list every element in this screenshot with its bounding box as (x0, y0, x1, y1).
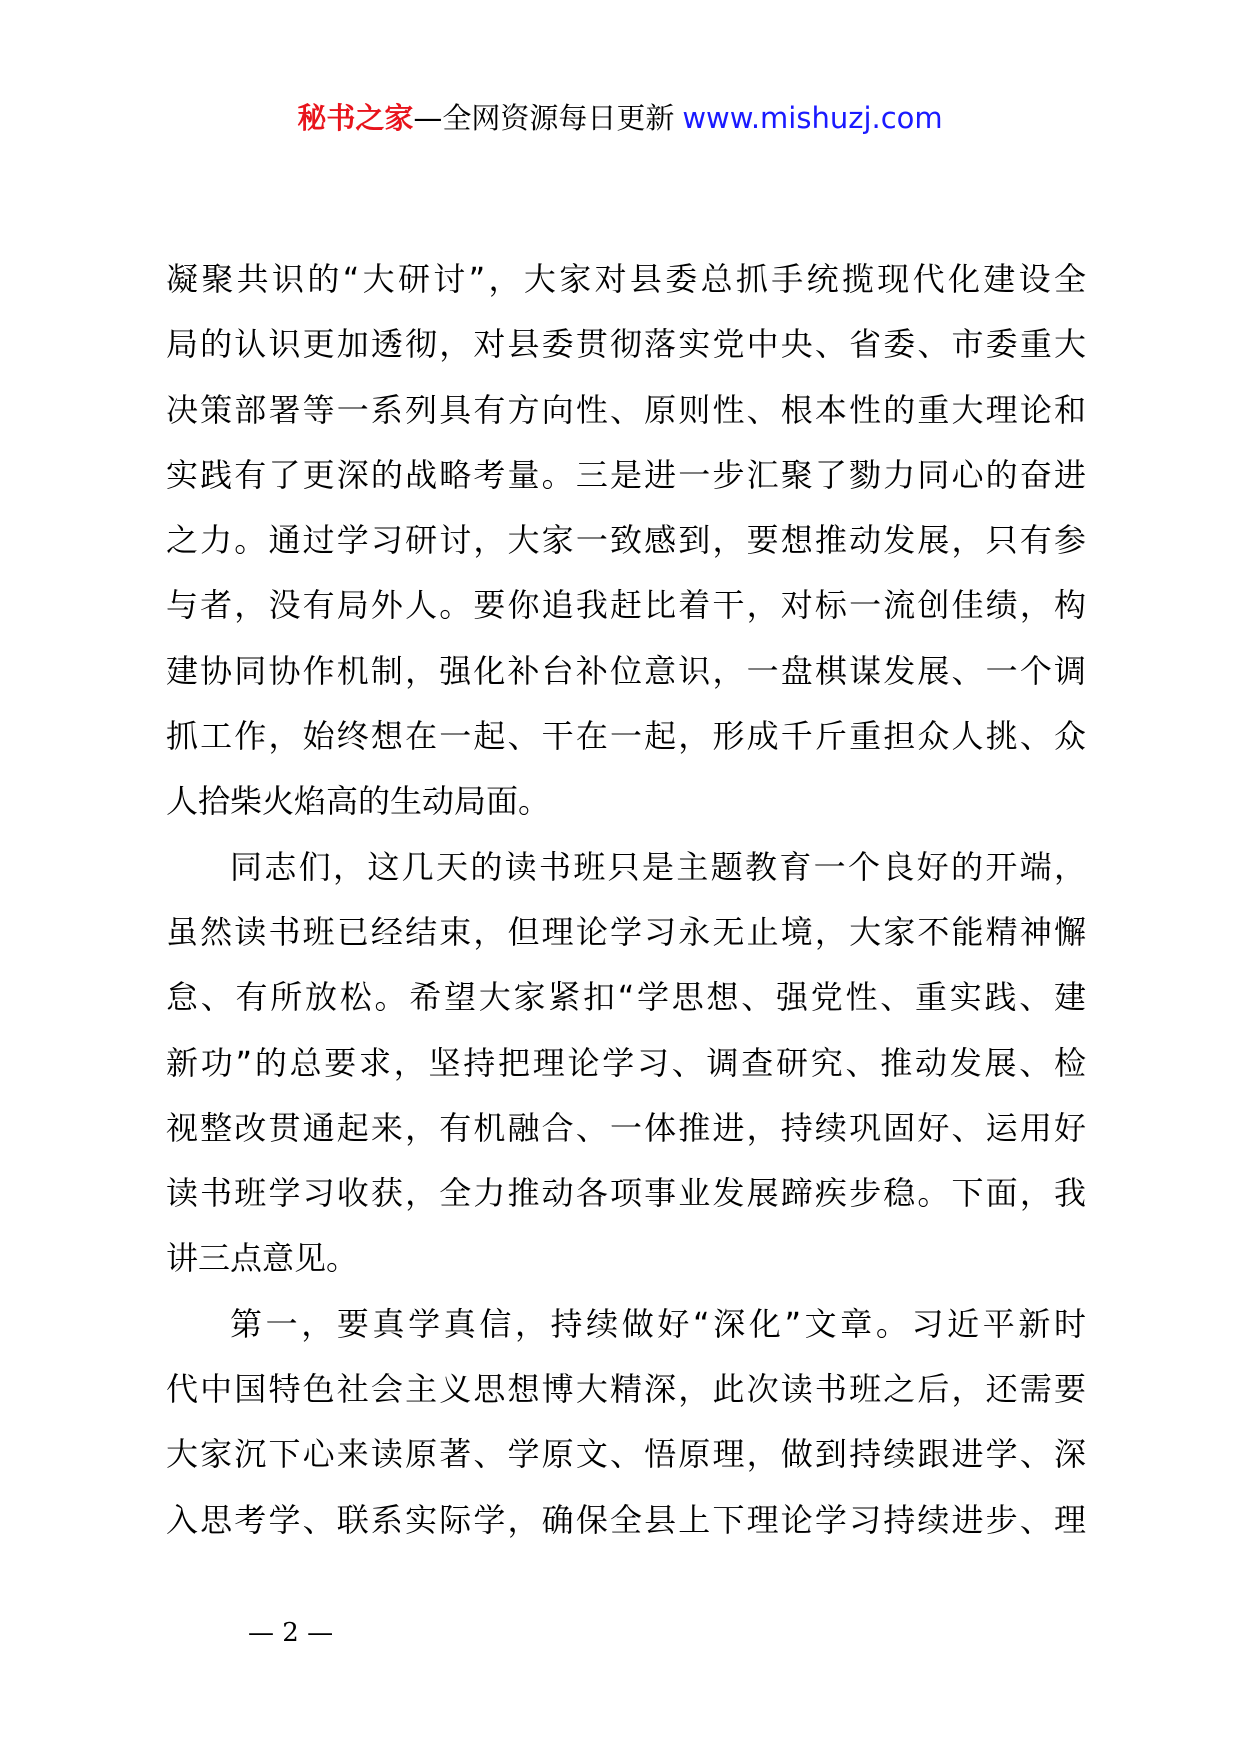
document-header (0, 98, 1240, 138)
site-brand: 秘书之家 (297, 101, 414, 135)
text-line: 之力。通过学习研讨，大家一致感到，要想推动发展，只有参 (166, 521, 1086, 560)
text-line: 入思考学、联系实际学，确保全县上下理论学习持续进步、理 (166, 1500, 1086, 1539)
text-line: 读书班学习收获，全力推动各项事业发展蹄疾步稳。下面，我 (166, 1174, 1086, 1213)
text-line: 建协同协作机制，强化补台补位意识，一盘棋谋发展、一个调 (166, 651, 1086, 690)
text-line: 与者，没有局外人。要你追我赶比着干，对标一流创佳绩，构 (166, 586, 1086, 625)
text-line: 新功”的总要求，坚持把理论学习、调查研究、推动发展、检 (166, 1043, 1086, 1082)
paragraph-first-line: 第一，要真学真信，持续做好“深化”文章。习近平新时 (230, 1304, 1086, 1343)
text-line: 代中国特色社会主义思想博大精深，此次读书班之后，还需要 (166, 1370, 1086, 1409)
text-line: 实践有了更深的战略考量。三是进一步汇聚了勠力同心的奋进 (166, 455, 1086, 494)
paragraph-first-line: 同志们，这几天的读书班只是主题教育一个良好的开端， (230, 847, 1086, 886)
text-line: 决策部署等一系列具有方向性、原则性、根本性的重大理论和 (166, 390, 1086, 429)
text-line: 大家沉下心来读原著、学原文、悟原理，做到持续跟进学、深 (166, 1435, 1086, 1474)
text-line: 局的认识更加透彻，对县委贯彻落实党中央、省委、市委重大 (166, 325, 1086, 364)
site-url-link[interactable]: www.mishuzj.com (682, 101, 943, 135)
text-line: 讲三点意见。 (166, 1239, 359, 1278)
text-line: 凝聚共识的“大研讨”，大家对县委总抓手统揽现代化建设全 (166, 260, 1086, 298)
text-line: 怠、有所放松。希望大家紧扣“学思想、强党性、重实践、建 (166, 978, 1086, 1017)
text-line: 虽然读书班已经结束，但理论学习永无止境，大家不能精神懈 (166, 912, 1086, 951)
document-body (166, 247, 1086, 1553)
text-line: 抓工作，始终想在一起、干在一起，形成千斤重担众人挑、众 (166, 717, 1086, 756)
text-line: 视整改贯通起来，有机融合、一体推进，持续巩固好、运用好 (166, 1108, 1086, 1147)
page-number: — 2 — (248, 1618, 334, 1648)
text-line: 人拾柴火焰高的生动局面。 (166, 782, 551, 821)
site-tagline: —全网资源每日更新 (413, 101, 675, 135)
